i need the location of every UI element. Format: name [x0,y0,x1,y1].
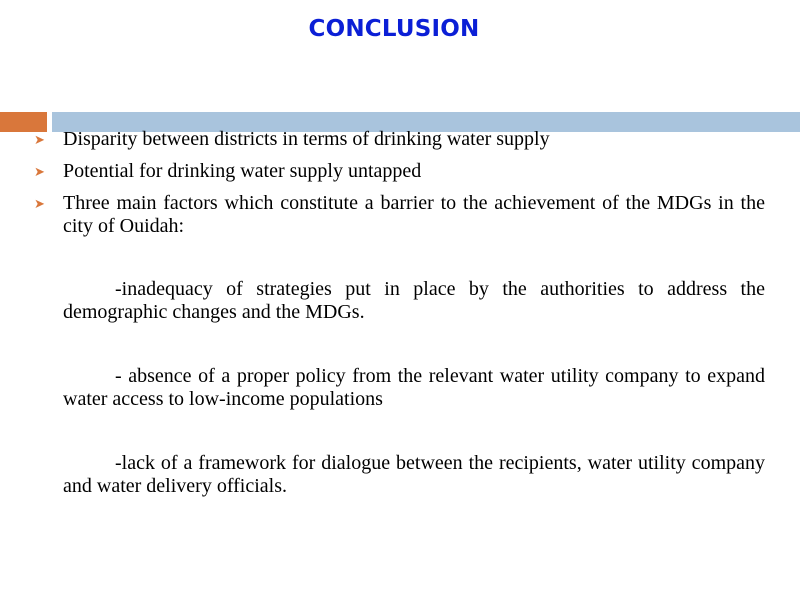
sub-point: - absence of a proper policy from the relevant water utility company to expand water access to low-income populations [63,365,765,410]
sub-point: -lack of a framework for dialogue between the recipients, water utility company and water delivery officials. [63,452,765,497]
bullet-text: Disparity between districts in terms of drinking water supply [63,128,550,150]
chevron-right-icon: ➤ [34,132,45,147]
sub-point: -inadequacy of strategies put in place by the authorities to address the demographic changes and the MDGs. [63,278,765,323]
bullet-text: Potential for drinking water supply untapped [63,160,422,182]
bullet-text: Three main factors which constitute a barrier to the achievement of the MDGs in the city of Ouidah: [63,192,765,237]
slide-title: CONCLUSION [308,16,480,42]
chevron-right-icon: ➤ [34,196,45,211]
chevron-right-icon: ➤ [34,164,45,179]
